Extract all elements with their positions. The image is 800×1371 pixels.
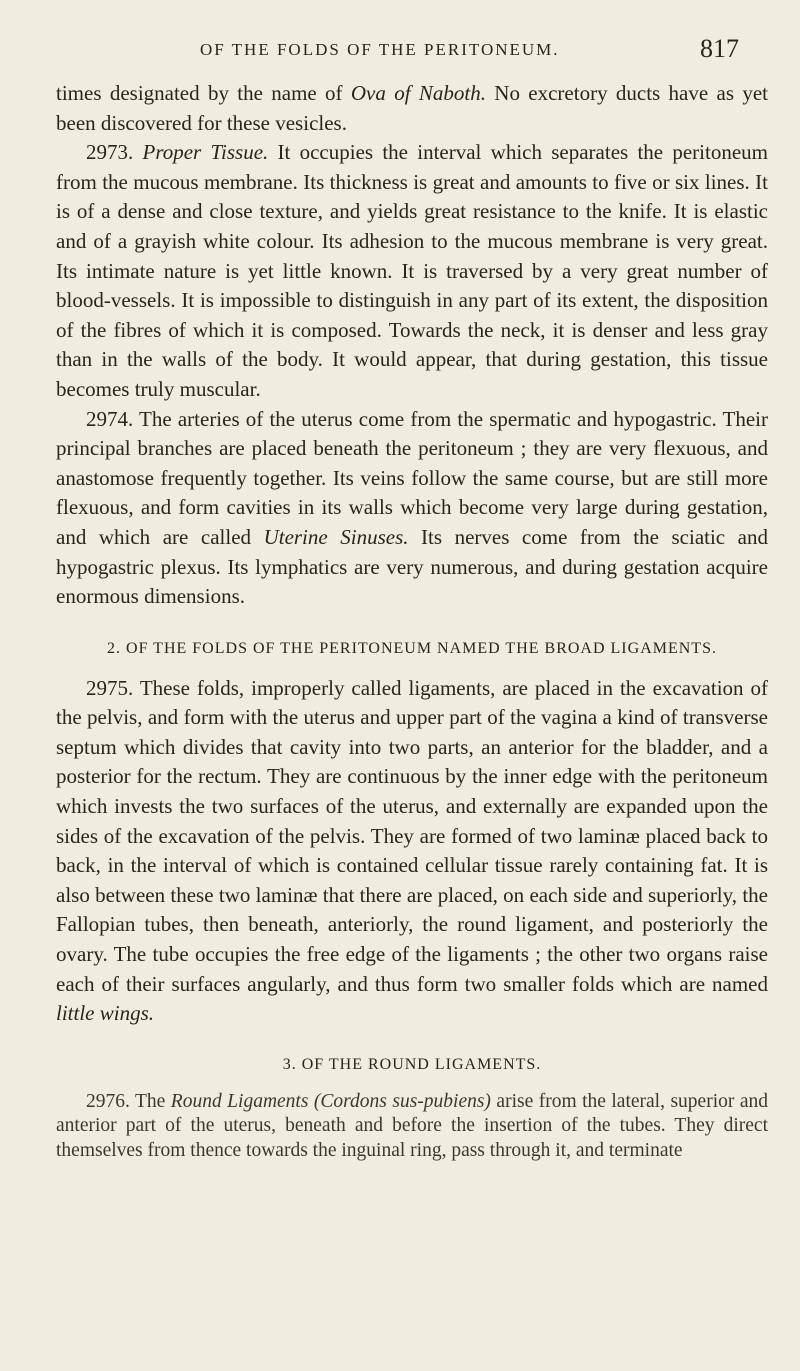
text-run: No excretory ducts have as yet been discovered for these vesicles. <box>56 81 768 135</box>
italic-term: Uterine Sinuses. <box>263 524 409 549</box>
paragraph-2976 <box>56 1090 768 1164</box>
text-run: Its nerves come from the sciatic and hypogastric plexus. Its lymphatics are very numerous, and during gestation acquire enormous dimensions. <box>56 524 768 609</box>
paragraph-heading: Proper Tissue. <box>142 140 269 165</box>
text-run: The arteries of the uterus come from the spermatic and hypogastric. Their principal branches are placed beneath the peritoneum ; they are very flexuous, and anastomose frequently together. Its veins follow the same course, but are still more flexuous, and form cavities in its walls which become very large during gestation, and which are called <box>56 406 768 549</box>
paragraph-2973 <box>56 138 768 404</box>
body-text <box>56 79 768 1163</box>
text-run: arise from the lateral, superior and anterior part of the uterus, beneath and before the insertion of the tubes. They direct themselves from thence towards the inguinal ring, pass through it, and terminate <box>56 1090 768 1161</box>
paragraph-2974 <box>56 405 768 612</box>
paragraph-number: 2973. <box>86 140 134 165</box>
running-title: OF THE FOLDS OF THE PERITONEUM. <box>200 40 560 59</box>
italic-term: Round Ligaments (Cordons sus-pubiens) <box>170 1090 491 1112</box>
paragraph-2973-continuation <box>56 79 768 138</box>
paragraph-2975 <box>56 674 768 1029</box>
text-run: times designated by the name of <box>56 81 351 105</box>
running-head <box>0 34 800 64</box>
paragraph-number: 2974. <box>86 406 134 431</box>
page-number: 817 <box>700 34 739 63</box>
italic-term: little wings. <box>56 1001 155 1026</box>
paragraph-number: 2976. <box>86 1090 130 1112</box>
section-heading-round-ligaments: 3. OF THE ROUND LIGAMENTS. <box>282 1055 542 1073</box>
section-heading-broad-ligaments: 2. OF THE FOLDS OF THE PERITONEUM NAMED THE BROAD LIGAMENTS. <box>107 639 717 657</box>
text-run: The <box>129 1090 171 1112</box>
italic-term: Ova of Naboth. <box>350 81 486 105</box>
text-run: It occupies the interval which separates the peritoneum from the mucous membrane. Its thickness is great and amounts to five or six lines. It is of a dense and close texture, and yields great resistance to the knife. It is elastic and of a grayish white colour. Its adhesion to the mucous membrane is very great. Its intimate nature is yet little known. It is traversed by a very great number of blood-vessels. It is impossible to distinguish in any part of its extent, the disposition of the fibres of which it is composed. Towards the neck, it is denser and less gray than in the walls of the body. It would appear, that during gestation, this tissue becomes truly muscular. <box>56 140 769 401</box>
paragraph-number: 2975. <box>86 675 134 700</box>
text-run: These folds, improperly called ligaments, are placed in the excavation of the pelvis, and form with the uterus and upper part of the vagina a kind of transverse septum which divides that cavity into two parts, an anterior for the bladder, and a posterior for the rectum. They are continuous by the inner edge with the peritoneum which invests the two surfaces of the uterus, and externally are expanded upon the sides of the excavation of the pelvis. They are formed of two laminæ placed back to back, in the interval of which is contained cellular tissue rarely containing fat. It is also between these two laminæ that there are placed, on each side and superiorly, the Fallopian tubes, then beneath, anteriorly, the round ligament, and posteriorly the ovary. The tube occupies the free edge of the ligaments ; the other two organs raise each of their surfaces angularly, and thus form two smaller folds which are named <box>56 675 768 996</box>
